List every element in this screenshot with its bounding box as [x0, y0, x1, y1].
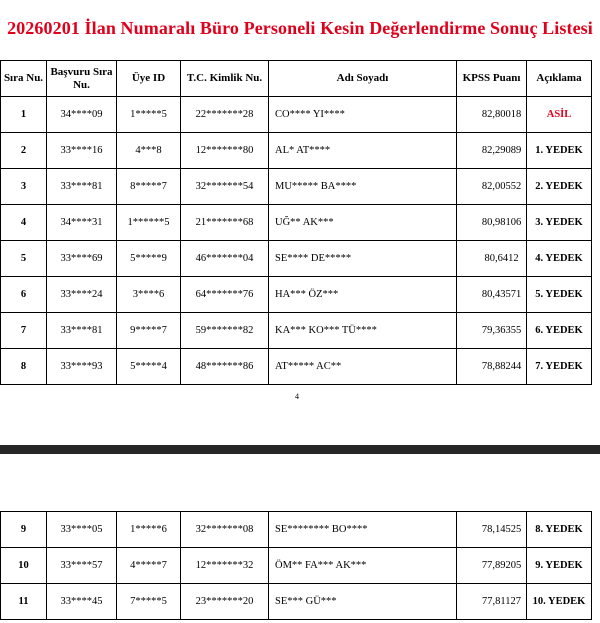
header-kpss: KPSS Puanı: [457, 61, 527, 97]
table-row: [1, 97, 592, 133]
cell-uye-id: 1******5: [117, 205, 181, 241]
cell-basvuru: 34****31: [47, 205, 117, 241]
results-table-continued: [0, 511, 592, 620]
cell-tc: 21*******68: [181, 205, 269, 241]
cell-sira: 10: [1, 548, 47, 584]
table-row: [1, 313, 592, 349]
cell-adi-soyadi: MU***** BA****: [269, 169, 457, 205]
cell-kpss: 80,6412: [457, 241, 527, 277]
cell-uye-id: 8*****7: [117, 169, 181, 205]
cell-uye-id: 4***8: [117, 133, 181, 169]
cell-sira: 1: [1, 97, 47, 133]
cell-basvuru: 33****69: [47, 241, 117, 277]
cell-basvuru: 33****81: [47, 169, 117, 205]
header-basvuru: Başvuru Sıra Nu.: [47, 61, 117, 97]
cell-uye-id: 1*****5: [117, 97, 181, 133]
page-title: 20260201 İlan Numaralı Büro Personeli Kesin Değerlendirme Sonuç Listesi: [7, 18, 593, 38]
cell-uye-id: 3****6: [117, 277, 181, 313]
cell-aciklama: 7. YEDEK: [527, 349, 592, 385]
cell-uye-id: 5*****4: [117, 349, 181, 385]
cell-basvuru: 33****05: [47, 512, 117, 548]
cell-aciklama: 5. YEDEK: [527, 277, 592, 313]
cell-tc: 32*******54: [181, 169, 269, 205]
table-row: [1, 169, 592, 205]
cell-tc: 12*******80: [181, 133, 269, 169]
table-row: [1, 548, 592, 584]
cell-adi-soyadi: SE**** DE*****: [269, 241, 457, 277]
cell-kpss: 77,89205: [457, 548, 527, 584]
cell-aciklama: 6. YEDEK: [527, 313, 592, 349]
cell-sira: 9: [1, 512, 47, 548]
cell-kpss: 80,43571: [457, 277, 527, 313]
cell-aciklama: 9. YEDEK: [527, 548, 592, 584]
table-row: [1, 584, 592, 620]
cell-tc: 59*******82: [181, 313, 269, 349]
cell-aciklama: 1. YEDEK: [527, 133, 592, 169]
cell-kpss: 82,80018: [457, 97, 527, 133]
cell-adi-soyadi: ÖM** FA*** AK***: [269, 548, 457, 584]
cell-adi-soyadi: AT***** AC**: [269, 349, 457, 385]
cell-tc: 12*******32: [181, 548, 269, 584]
cell-aciklama: 10. YEDEK: [527, 584, 592, 620]
cell-sira: 7: [1, 313, 47, 349]
cell-kpss: 82,00552: [457, 169, 527, 205]
cell-kpss: 82,29089: [457, 133, 527, 169]
cell-adi-soyadi: KA*** KO*** TÜ****: [269, 313, 457, 349]
header-aciklama: Açıklama: [527, 61, 592, 97]
cell-uye-id: 4*****7: [117, 548, 181, 584]
cell-kpss: 78,14525: [457, 512, 527, 548]
cell-tc: 64*******76: [181, 277, 269, 313]
table-row: [1, 349, 592, 385]
cell-uye-id: 7*****5: [117, 584, 181, 620]
cell-tc: 48*******86: [181, 349, 269, 385]
cell-aciklama: 4. YEDEK: [527, 241, 592, 277]
cell-uye-id: 5*****9: [117, 241, 181, 277]
cell-basvuru: 34****09: [47, 97, 117, 133]
header-uye-id: Üye ID: [117, 61, 181, 97]
cell-sira: 4: [1, 205, 47, 241]
header-tc: T.C. Kimlik Nu.: [181, 61, 269, 97]
cell-basvuru: 33****81: [47, 313, 117, 349]
cell-tc: 22*******28: [181, 97, 269, 133]
cell-kpss: 80,98106: [457, 205, 527, 241]
table-row: [1, 133, 592, 169]
cell-sira: 5: [1, 241, 47, 277]
cell-adi-soyadi: AL* AT****: [269, 133, 457, 169]
table-row: [1, 512, 592, 548]
page-separator: [0, 445, 600, 454]
cell-basvuru: 33****24: [47, 277, 117, 313]
cell-basvuru: 33****57: [47, 548, 117, 584]
cell-sira: 8: [1, 349, 47, 385]
cell-adi-soyadi: SE******** BO****: [269, 512, 457, 548]
cell-uye-id: 9*****7: [117, 313, 181, 349]
cell-adi-soyadi: CO**** YI****: [269, 97, 457, 133]
cell-adi-soyadi: HA*** ÖZ***: [269, 277, 457, 313]
cell-uye-id: 1*****6: [117, 512, 181, 548]
table-row: [1, 205, 592, 241]
cell-adi-soyadi: UĞ** AK***: [269, 205, 457, 241]
cell-aciklama: ASİL: [527, 97, 592, 133]
cell-adi-soyadi: SE*** GÜ***: [269, 584, 457, 620]
cell-basvuru: 33****45: [47, 584, 117, 620]
page-2-top-margin: [0, 454, 600, 511]
cell-aciklama: 3. YEDEK: [527, 205, 592, 241]
page-number: 4: [295, 392, 299, 401]
cell-basvuru: 33****93: [47, 349, 117, 385]
cell-aciklama: 2. YEDEK: [527, 169, 592, 205]
cell-sira: 6: [1, 277, 47, 313]
cell-kpss: 77,81127: [457, 584, 527, 620]
cell-kpss: 78,88244: [457, 349, 527, 385]
cell-basvuru: 33****16: [47, 133, 117, 169]
cell-kpss: 79,36355: [457, 313, 527, 349]
cell-tc: 23*******20: [181, 584, 269, 620]
cell-tc: 32*******08: [181, 512, 269, 548]
table-header-row: [1, 61, 592, 97]
cell-sira: 2: [1, 133, 47, 169]
table-row: [1, 241, 592, 277]
cell-sira: 3: [1, 169, 47, 205]
table-row: [1, 277, 592, 313]
header-adi-soyadi: Adı Soyadı: [269, 61, 457, 97]
cell-aciklama: 8. YEDEK: [527, 512, 592, 548]
cell-tc: 46*******04: [181, 241, 269, 277]
cell-sira: 11: [1, 584, 47, 620]
header-sira: Sıra Nu.: [1, 61, 47, 97]
results-table: [0, 60, 592, 385]
